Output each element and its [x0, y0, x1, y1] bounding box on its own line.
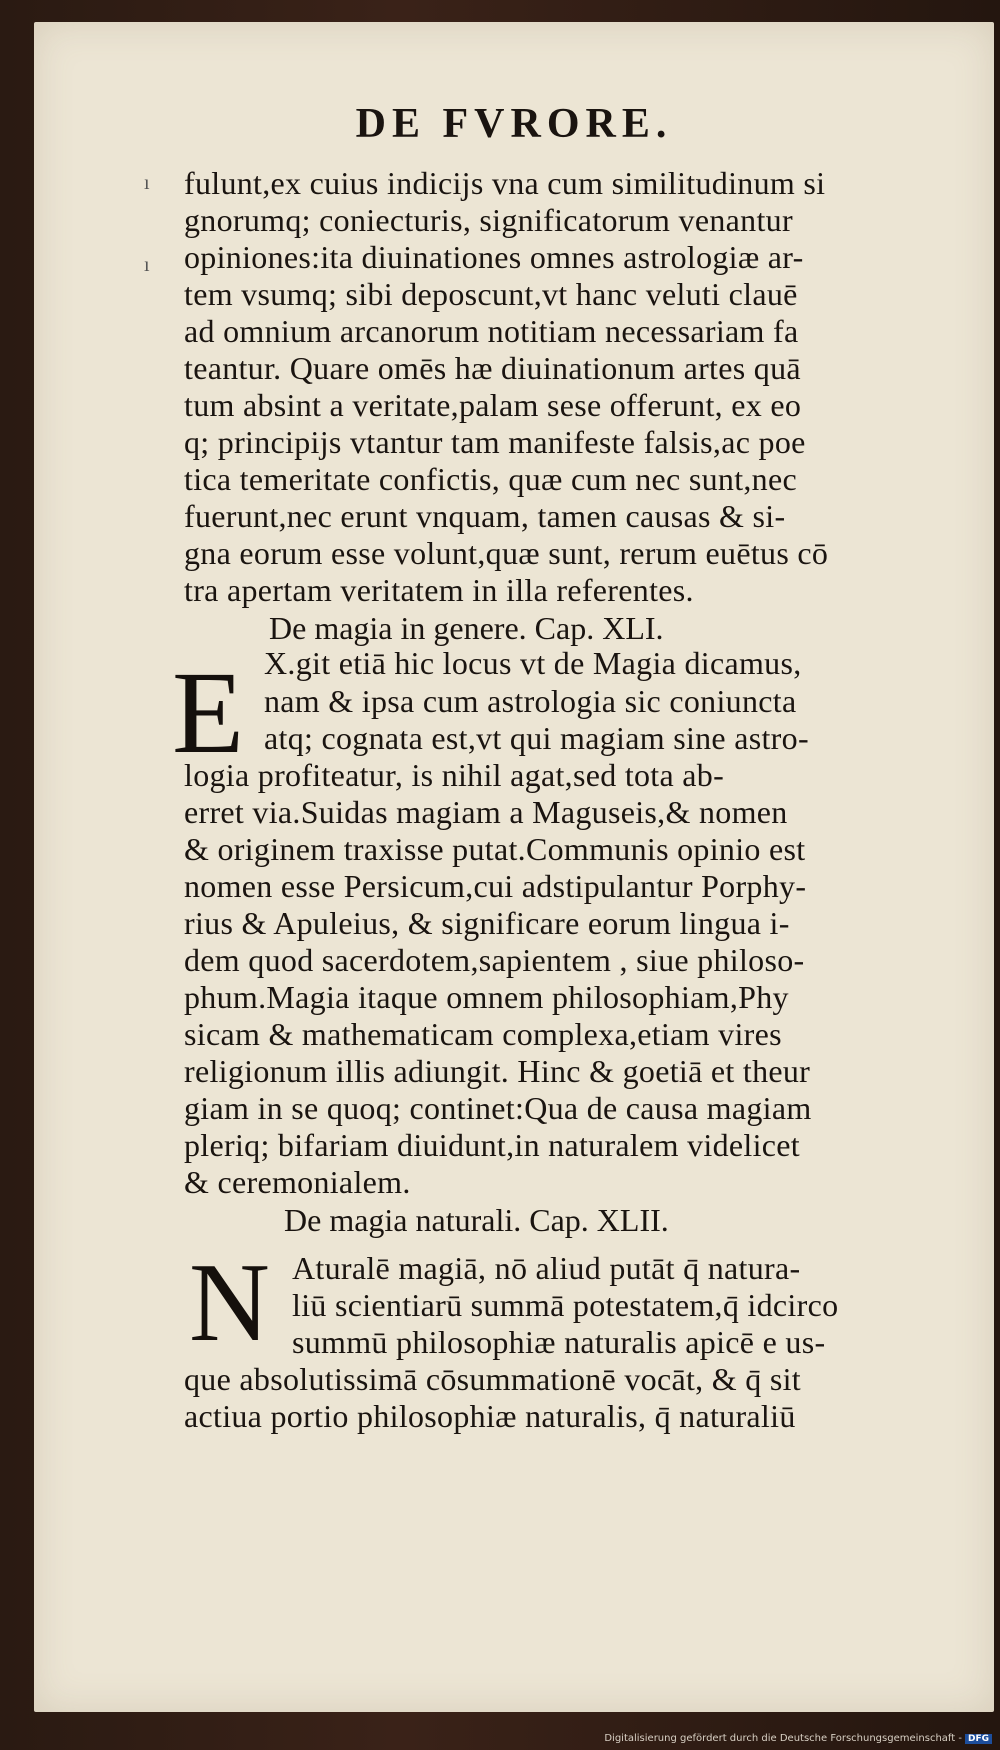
text-line: fulunt,ex cuius indicijs vna cum similitudinum si: [184, 165, 826, 201]
text-line: opiniones:ita diuinationes omnes astrologiæ ar-: [184, 239, 804, 275]
text-line: erret via.Suidas magiam a Maguseis,& nomen: [184, 794, 788, 830]
text-line: nam & ipsa cum astrologia sic coniuncta: [264, 683, 797, 719]
dfg-logo: DFG: [965, 1734, 992, 1744]
text-line: tem vsumq; sibi deposcunt,vt hanc veluti clauē: [184, 276, 798, 312]
text-line: summū philosophiæ naturalis apicē e us-: [292, 1324, 826, 1360]
text-line: tica temeritate confictis, quæ cum nec sunt,nec: [184, 461, 797, 497]
text-line: X.git etiā hic locus vt de Magia dicamus,: [264, 645, 802, 681]
drop-cap-initial: E: [172, 647, 245, 778]
text-line: gna eorum esse volunt,quæ sunt, rerum euētus cō: [184, 535, 829, 571]
text-line: & originem traxisse putat.Communis opinio est: [184, 831, 806, 867]
text-line: fuerunt,nec erunt vnquam, tamen causas & si-: [184, 498, 786, 534]
text-line: tra apertam veritatem in illa referentes.: [184, 572, 694, 608]
credit-text: Digitalisierung gefördert durch die Deutsche Forschungsgemeinschaft -: [604, 1733, 962, 1744]
drop-cap-initial: N: [189, 1241, 270, 1365]
text-line: ad omnium arcanorum notitiam necessariam fa: [184, 313, 799, 349]
text-line: atq; cognata est,vt qui magiam sine astro-: [264, 720, 809, 756]
digitization-credit: [604, 1733, 992, 1744]
text-line: pleriq; bifariam diuidunt,in naturalem videlicet: [184, 1127, 800, 1163]
text-line: rius & Apuleius, & significare eorum lingua i-: [184, 905, 790, 941]
text-line: & ceremonialem.: [184, 1164, 411, 1200]
text-line: actiua portio philosophiæ naturalis, q̄ naturaliū: [184, 1398, 796, 1434]
running-head: DE FVRORE.: [355, 101, 673, 147]
text-line: tum absint a veritate,palam sese offerunt, ex eo: [184, 387, 802, 423]
margin-mark: ı: [144, 254, 150, 276]
book-page: [34, 22, 994, 1712]
margin-mark: ı: [144, 172, 150, 194]
text-line: teantur. Quare omēs hæ diuinationum artes quā: [184, 350, 801, 386]
text-line: logia profiteatur, is nihil agat,sed tota ab-: [184, 757, 725, 793]
text-line: gnorumq; coniecturis, significatorum venantur: [184, 202, 793, 238]
chapter-heading: De magia naturali. Cap. XLII.: [284, 1202, 669, 1238]
chapter-heading: De magia in genere. Cap. XLI.: [269, 610, 664, 646]
text-line: giam in se quoq; continet:Qua de causa magiam: [184, 1090, 812, 1126]
text-line: liū scientiarū summā potestatem,q̄ idcirco: [292, 1287, 839, 1323]
text-line: que absolutissimā cōsummationē vocāt, & q̄ sit: [184, 1361, 801, 1397]
text-line: Aturalē magiā, nō aliud putāt q̄ natura-: [292, 1250, 801, 1286]
text-line: religionum illis adiungit. Hinc & goetiā et theur: [184, 1053, 811, 1089]
text-line: sicam & mathematicam complexa,etiam vires: [184, 1016, 782, 1052]
text-line: phum.Magia itaque omnem philosophiam,Phy: [184, 979, 789, 1015]
text-line: nomen esse Persicum,cui adstipulantur Porphy-: [184, 868, 807, 904]
text-line: q; principijs vtantur tam manifeste falsis,ac poe: [184, 424, 806, 460]
text-line: dem quod sacerdotem,sapientem , siue philoso-: [184, 942, 805, 978]
